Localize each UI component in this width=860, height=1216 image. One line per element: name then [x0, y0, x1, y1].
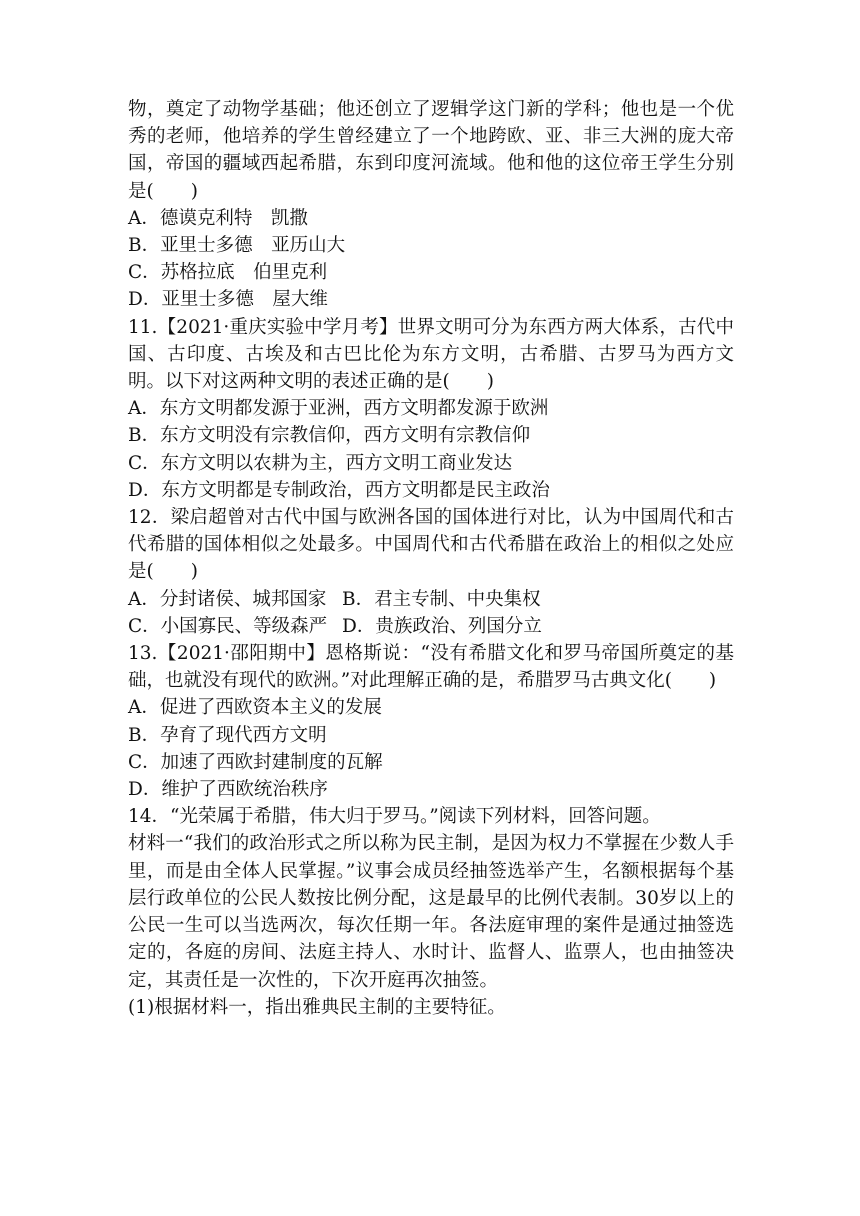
- question-14-stem: 14．“光荣属于希腊，伟大归于罗马。”阅读下列材料，回答问题。: [128, 806, 661, 828]
- question-14-sub-question-1: (1)根据材料一，指出雅典民主制的主要特征。: [128, 996, 506, 1018]
- question-14-material-1: 材料一“我们的政治形式之所以称为民主制，是因为权力不掌握在少数人手里，而是由全体人民掌握。”议事会成员经抽签选举产生，名额根据每个基层行政单位的公民人数按比例分配，这是最早的比例代表制。30岁以上的公民一生可以当选两次，每次任期一年。各法庭审理的案件是通过抽签选定的，各庭的房间、法庭主持人、水时计、监督人、监票人，也由抽签决定，其责任是一次性的，下次开庭再次抽签。: [128, 833, 734, 991]
- question-11-option-a: A．东方文明都发源于亚洲，西方文明都发源于欧洲: [128, 398, 549, 420]
- question-13-stem: 13.【2021·邵阳期中】恩格斯说：“没有希腊文化和罗马帝国所奠定的基础，也就没有现代的欧洲。”对此理解正确的是，希腊罗马古典文化( ): [128, 643, 734, 692]
- question-13-option-c: C．加速了西欧封建制度的瓦解: [128, 751, 383, 773]
- question-12-option-b: B．君主专制、中央集权: [342, 588, 541, 610]
- question-11-stem: 11.【2021·重庆实验中学月考】世界文明可分为东西方两大体系，古代中国、古印度、古埃及和古巴比伦为东方文明，古希腊、古罗马为西方文明。以下对这两种文明的表述正确的是( ): [128, 316, 734, 393]
- question-13-option-b: B．孕育了现代西方文明: [128, 724, 327, 746]
- question-10-option-a: A．德谟克利特 凯撒: [128, 207, 308, 229]
- question-11-option-c: C．东方文明以农耕为主，西方文明工商业发达: [128, 452, 513, 474]
- question-12-options-row-2: [128, 613, 734, 640]
- question-11-option-d: D．东方文明都是专制政治，西方文明都是民主政治: [128, 479, 550, 501]
- question-12-option-d: D．贵族政治、列国分立: [342, 615, 542, 637]
- question-12-option-a: A．分封诸侯、城邦国家: [128, 588, 327, 610]
- question-10-option-d: D．亚里士多德 屋大维: [128, 289, 328, 311]
- question-10-stem: 物，奠定了动物学基础；他还创立了逻辑学这门新的学科；他也是一个优秀的老师，他培养的学生曾经建立了一个地跨欧、亚、非三大洲的庞大帝国，帝国的疆域西起希腊，东到印度河流域。他和他的这位帝王学生分别是( ): [128, 99, 734, 202]
- question-12-option-c: C．小国寡民、等级森严: [128, 615, 328, 637]
- question-10-option-c: C．苏格拉底 伯里克利: [128, 262, 328, 284]
- question-13-option-d: D．维护了西欧统治秩序: [128, 779, 328, 801]
- question-10-option-b: B．亚里士多德 亚历山大: [128, 235, 346, 257]
- question-11-option-b: B．东方文明没有宗教信仰，西方文明有宗教信仰: [128, 425, 531, 447]
- question-12-options-row-1: [128, 586, 734, 613]
- document-page: [128, 96, 734, 1021]
- question-13-option-a: A．促进了西欧资本主义的发展: [128, 697, 382, 719]
- question-12-stem: 12．梁启超曾对古代中国与欧洲各国的国体进行对比，认为中国周代和古代希腊的国体相似之处最多。中国周代和古代希腊在政治上的相似之处应是( ): [128, 507, 734, 583]
